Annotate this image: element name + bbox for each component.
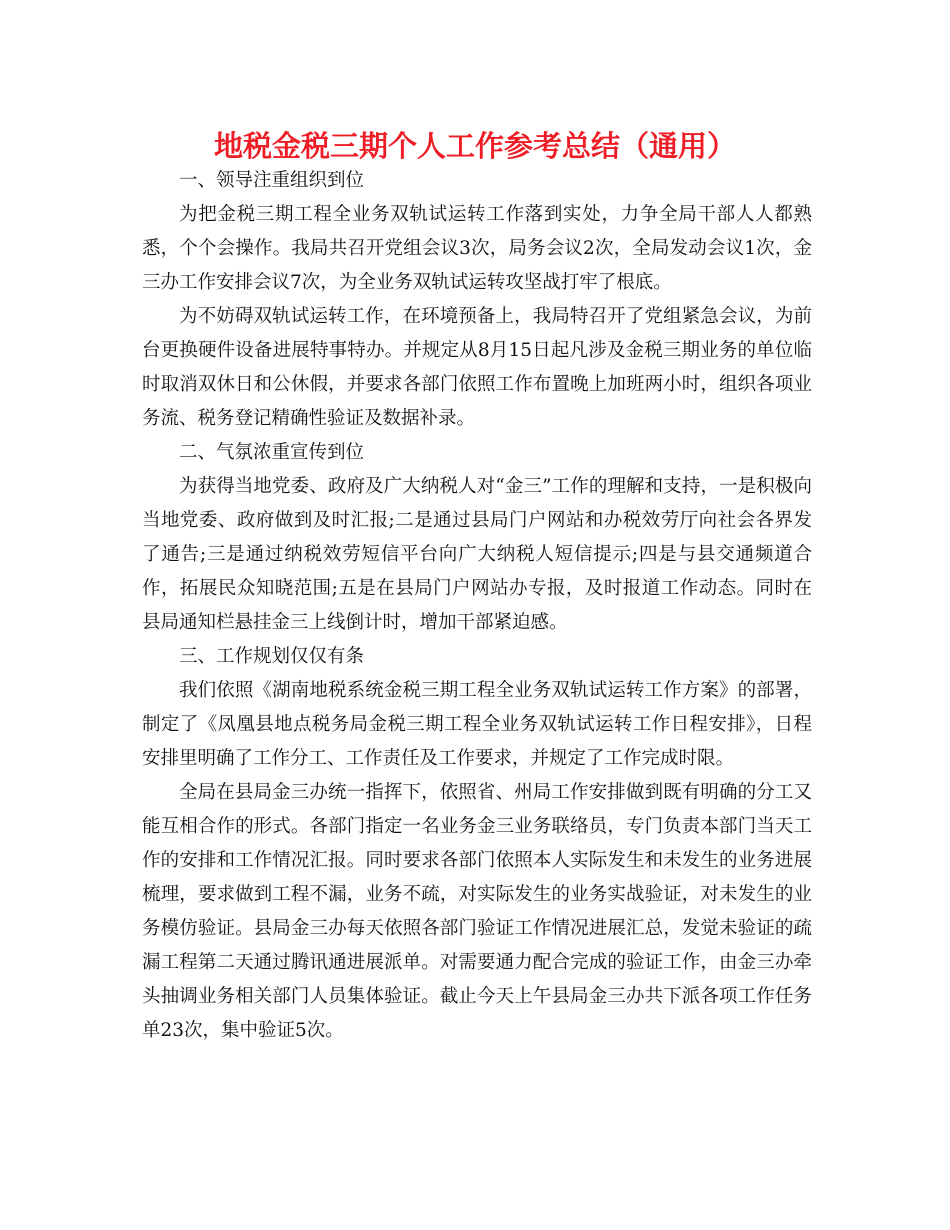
section-heading-2: 二、气氛浓重宣传到位 — [179, 442, 365, 463]
paragraph: 我们依照《湖南地税系统金税三期工程全业务双轨试运转工作方案》的部署，制定了《凤凰县地点税务局金税三期工程全业务双轨试运转工作日程安排》，日程安排里明确了工作分工、工作责任及工作要求，并规定了工作完成时限。 — [142, 680, 812, 769]
paragraph: 全局在县局金三办统一指挥下，依照省、州局工作安排做到既有明确的分工又能互相合作的形式。各部门指定一名业务金三业务联络员，专门负责本部门当天工作的安排和工作情况汇报。同时要求各部门依照本人实际发生和未发生的业务进展梳理，要求做到工程不漏，业务不疏，对实际发生的业务实战验证，对未发生的业务模仿验证。县局金三办每天依照各部门验证工作情况进展汇总，发觉未验证的疏漏工程第二天通过腾讯通进展派单。对需要通力配合完成的验证工作，由金三办牵头抽调业务相关部门人员集体验证。截止今天上午县局金三办共下派各项工作任务单23次，集中验证5次。 — [142, 782, 812, 1041]
document-body — [142, 164, 812, 1048]
paragraph: 为不妨碍双轨试运转工作，在环境预备上，我局特召开了党组紧急会议，为前台更换硬件设备进展特事特办。并规定从8月15日起凡涉及金税三期业务的单位临时取消双休日和公休假，并要求各部门依照工作布置晚上加班两小时，组织各项业务流、税务登记精确性验证及数据补录。 — [142, 306, 812, 429]
document-title: 地税金税三期个人工作参考总结（通用） — [213, 129, 736, 163]
section-heading-1: 一、领导注重组织到位 — [179, 170, 365, 191]
section-heading-3: 三、工作规划仅仅有条 — [179, 646, 365, 667]
paragraph: 为获得当地党委、政府及广大纳税人对“金三”工作的理解和支持，一是积极向当地党委、政府做到及时汇报;二是通过县局门户网站和办税效劳厅向社会各界发了通告;三是通过纳税效劳短信平台向广大纳税人短信提示;四是与县交通频道合作，拓展民众知晓范围;五是在县局门户网站办专报，及时报道工作动态。同时在县局通知栏悬挂金三上线倒计时，增加干部紧迫感。 — [142, 476, 812, 633]
paragraph: 为把金税三期工程全业务双轨试运转工作落到实处，力争全局干部人人都熟悉，个个会操作。我局共召开党组会议3次，局务会议2次，全局发动会议1次，金三办工作安排会议7次，为全业务双轨试运转攻坚战打牢了根底。 — [142, 204, 812, 293]
